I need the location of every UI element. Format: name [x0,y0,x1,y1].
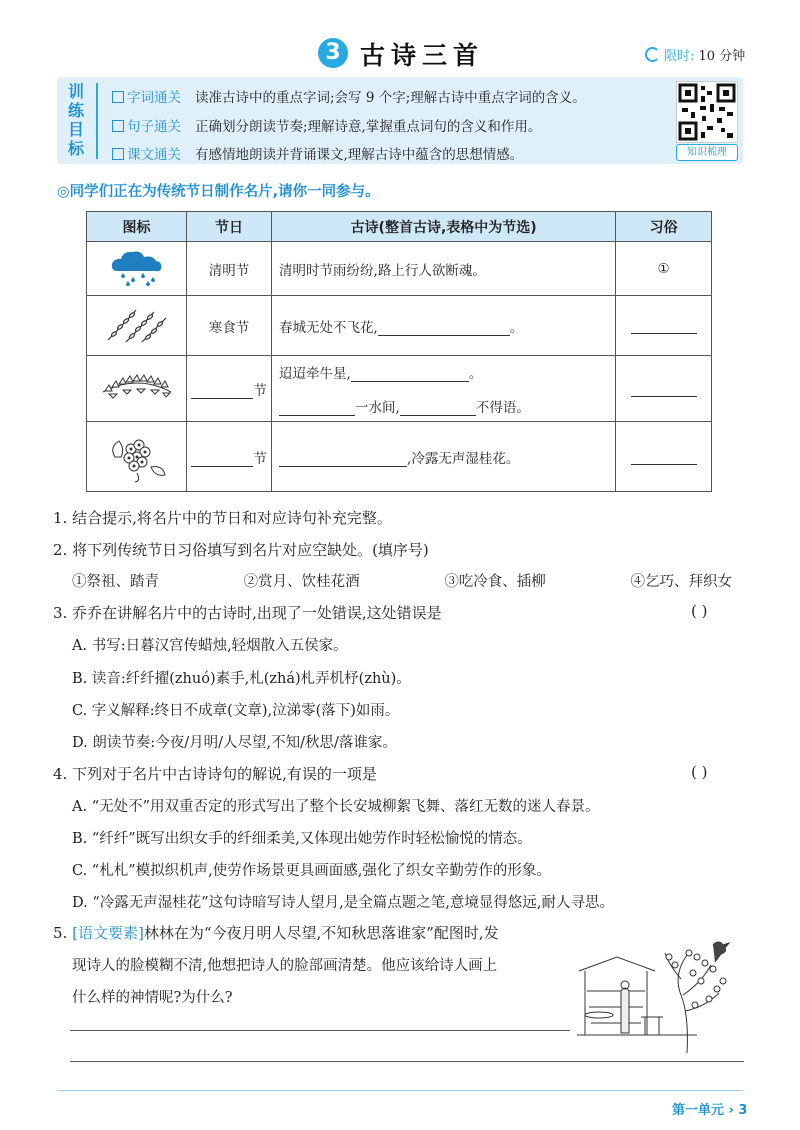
q4-option-c[interactable]: C. “札札”模拟织机声,使劳作场景更具画面感,强化了织女辛勤劳作的形象。 [72,863,551,879]
poet-moon-illustration [577,935,742,1055]
lesson-number-badge: 3 [318,38,348,68]
col-header-poem: 古诗(整首古诗,表格中为节选) [272,212,616,242]
question-3: 3. 乔乔在讲解名片中的古诗时,出现了一处错误,这处错误是 [53,604,442,622]
q4-option-b[interactable]: B. “纤纤”既写出织女手的纤细柔美,又体现出她劳作时轻松愉悦的情态。 [72,831,532,847]
answer-blank[interactable] [400,414,476,416]
goals-label-char: 练 [67,101,84,120]
lesson-title: 古诗三首 [360,41,485,70]
goals-label-char: 训 [67,82,84,101]
option: ①祭祖、踏青 [72,574,159,590]
poem-text: 。 [509,319,524,336]
custom-cell [616,356,712,422]
knowledge-review-button[interactable]: 知识梳理 [676,144,738,161]
language-element-tag: [语文要素] [72,924,144,942]
page-footer: 第一单元 › 3 [672,1103,748,1118]
table-row [87,296,712,356]
goal-text: 有感情地朗读并背诵课文,理解古诗中蕴含的思想情感。 [195,147,524,163]
answer-blank[interactable] [631,463,697,465]
poem-text: 迢迢牵牛星, [279,365,351,382]
option: ②赏月、饮桂花酒 [243,574,360,590]
checkbox-icon [112,148,124,160]
answer-blank[interactable] [378,334,510,336]
footer-divider [57,1090,743,1091]
answer-line[interactable] [70,1030,570,1031]
goals-label [64,82,88,158]
festival-cell [187,356,272,422]
question-1: 1. 结合提示,将名片中的节日和对应诗句补充完整。 [53,509,392,527]
question-2: 2. 将下列传统节日习俗填写到名片对应空缺处。(填序号) [53,541,429,559]
task-intro: ◎同学们正在为传统节日制作名片,请你一同参与。 [57,184,380,200]
checkbox-icon [112,91,124,103]
goal-tag: 字词通关 [127,90,181,106]
q4-option-d[interactable]: D. “冷露无声湿桂花”这句诗暗写诗人望月,是全篇点题之笔,意境显得悠远,耐人寻思。 [72,895,614,911]
osmanthus-flower-icon [87,422,187,492]
goal-row-words [112,86,586,106]
question-2-options [72,570,732,591]
custom-cell [616,296,712,356]
qr-code-icon[interactable] [676,81,738,143]
festival-suffix: 节 [253,450,267,467]
option: ③吃冷食、插柳 [444,574,546,590]
goal-text: 正确划分朗读节奏;理解诗意,掌握重点词句的含义和作用。 [195,119,542,135]
question-5 [53,922,499,943]
col-header-festival: 节日 [187,212,272,242]
q5-text-line: 现诗人的脸模糊不清,他想把诗人的脸部画清楚。他应该给诗人画上 [72,958,498,974]
goals-label-char: 标 [67,139,84,158]
goals-divider [96,83,98,159]
poem-text: ,冷露无声湿桂花。 [407,450,520,467]
festival-suffix: 节 [253,382,267,399]
q4-option-a[interactable]: A. “无处不”用双重否定的形式写出了整个长安城柳絮飞舞、落红无数的迷人春景。 [72,799,600,815]
answer-blank[interactable] [351,380,469,382]
cloud-rain-icon [87,242,187,296]
q5-text-line: 什么样的神情呢?为什么? [72,990,233,1006]
answer-blank[interactable] [191,465,253,467]
answer-blank[interactable] [191,397,253,399]
time-limit [645,45,745,64]
poem-text: 一水间, [355,399,400,416]
poem-cell [272,422,616,492]
answer-blank[interactable] [279,414,355,416]
goal-tag: 句子通关 [127,119,181,135]
time-limit-label: 限时: [664,49,695,64]
answer-blank[interactable] [631,395,697,397]
table-header-row [87,212,712,242]
answer-parentheses[interactable]: ( ) [691,602,708,620]
festival-cell: 寒食节 [187,296,272,356]
option: ④乞巧、拜织女 [630,574,732,590]
time-limit-value: 10 分钟 [698,49,746,64]
festival-card-table [86,211,712,492]
poem-cell [272,296,616,356]
answer-parentheses[interactable]: ( ) [691,763,708,781]
q3-option-c[interactable]: C. 字义解释:终日不成章(文章),泣涕零(落下)如雨。 [72,703,400,719]
answer-blank[interactable] [631,332,697,334]
magpie-bridge-icon [87,356,187,422]
festival-cell [187,422,272,492]
poem-cell [272,356,616,422]
goal-tag: 课文通关 [127,147,181,163]
poem-text: 春城无处不飞花, [279,319,378,336]
table-row [87,356,712,422]
answer-line[interactable] [70,1061,744,1062]
answer-blank[interactable] [279,465,407,467]
clock-icon [645,47,660,62]
col-header-custom: 习俗 [616,212,712,242]
question-number: 5. [53,924,68,942]
question-4: 4. 下列对于名片中古诗诗句的解说,有误的一项是 [53,765,377,783]
poem-cell: 清明时节雨纷纷,路上行人欲断魂。 [272,242,616,296]
table-row [87,422,712,492]
goal-text: 读准古诗中的重点字词;会写 9 个字;理解古诗中重点字词的含义。 [195,90,586,106]
col-header-icon: 图标 [87,212,187,242]
custom-cell [616,422,712,492]
checkbox-icon [112,120,124,132]
q3-option-b[interactable]: B. 读音:纤纤擢(zhuó)素手,札(zhá)札弄机杼(zhù)。 [72,671,411,687]
q5-text: 林林在为“今夜月明人尽望,不知秋思落谁家”配图时,发 [143,924,499,942]
willow-branch-icon [87,296,187,356]
festival-cell: 清明节 [187,242,272,296]
table-row [87,242,712,296]
goals-label-char: 目 [67,120,84,139]
poem-text: 不得语。 [475,399,530,416]
custom-cell: ① [616,242,712,296]
goal-row-sentences [112,115,541,135]
poem-text: 。 [468,365,483,382]
q3-option-d[interactable]: D. 朗读节奏:今夜/月明/人尽望,不知/秋思/落谁家。 [72,735,397,751]
goal-row-text [112,143,523,163]
q3-option-a[interactable]: A. 书写:日暮汉宫传蜡烛,轻烟散入五侯家。 [72,638,348,654]
